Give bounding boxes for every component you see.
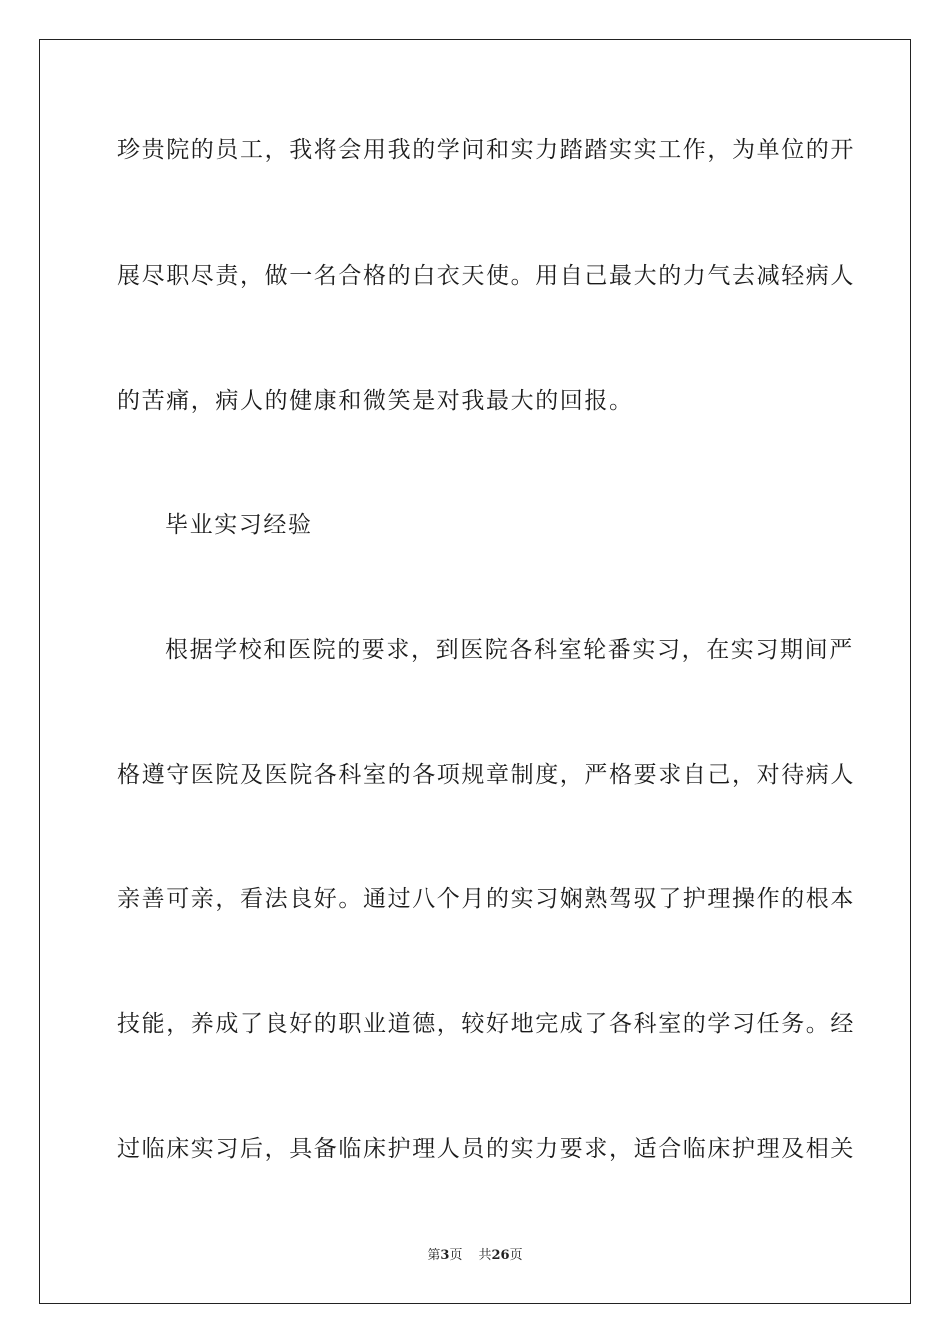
section-heading: 毕业实习经验 (165, 512, 313, 538)
total-prefix: 共 (478, 1248, 492, 1263)
page-border (39, 39, 911, 1304)
total-pages: 26 (491, 1248, 510, 1263)
paragraph-2-line-2: 格遵守医院及医院各科室的各项规章制度，严格要求自己，对待病人 (117, 762, 855, 788)
paragraph-2-line-3: 亲善可亲，看法良好。通过八个月的实习娴熟驾驭了护理操作的根本 (117, 886, 855, 912)
paragraph-2-line-1: 根据学校和医院的要求，到医院各科室轮番实习，在实习期间严 (165, 637, 854, 663)
page-number: 3 (440, 1248, 450, 1263)
paragraph-1-line-2: 展尽职尽责，做一名合格的白衣天使。用自己最大的力气去减轻病人 (117, 263, 855, 289)
paragraph-1-line-1: 珍贵院的员工，我将会用我的学问和实力踏踏实实工作，为单位的开 (117, 137, 855, 163)
page-footer (0, 1246, 950, 1266)
total-suffix: 页 (509, 1248, 523, 1263)
page-suffix: 页 (449, 1248, 463, 1263)
paragraph-1-line-3: 的苦痛，病人的健康和微笑是对我最大的回报。 (117, 388, 634, 414)
paragraph-2-line-5: 过临床实习后，具备临床护理人员的实力要求，适合临床护理及相关 (117, 1136, 855, 1162)
page-prefix: 第 (427, 1248, 441, 1263)
paragraph-2-line-4: 技能，养成了良好的职业道德，较好地完成了各科室的学习任务。经 (117, 1011, 855, 1037)
